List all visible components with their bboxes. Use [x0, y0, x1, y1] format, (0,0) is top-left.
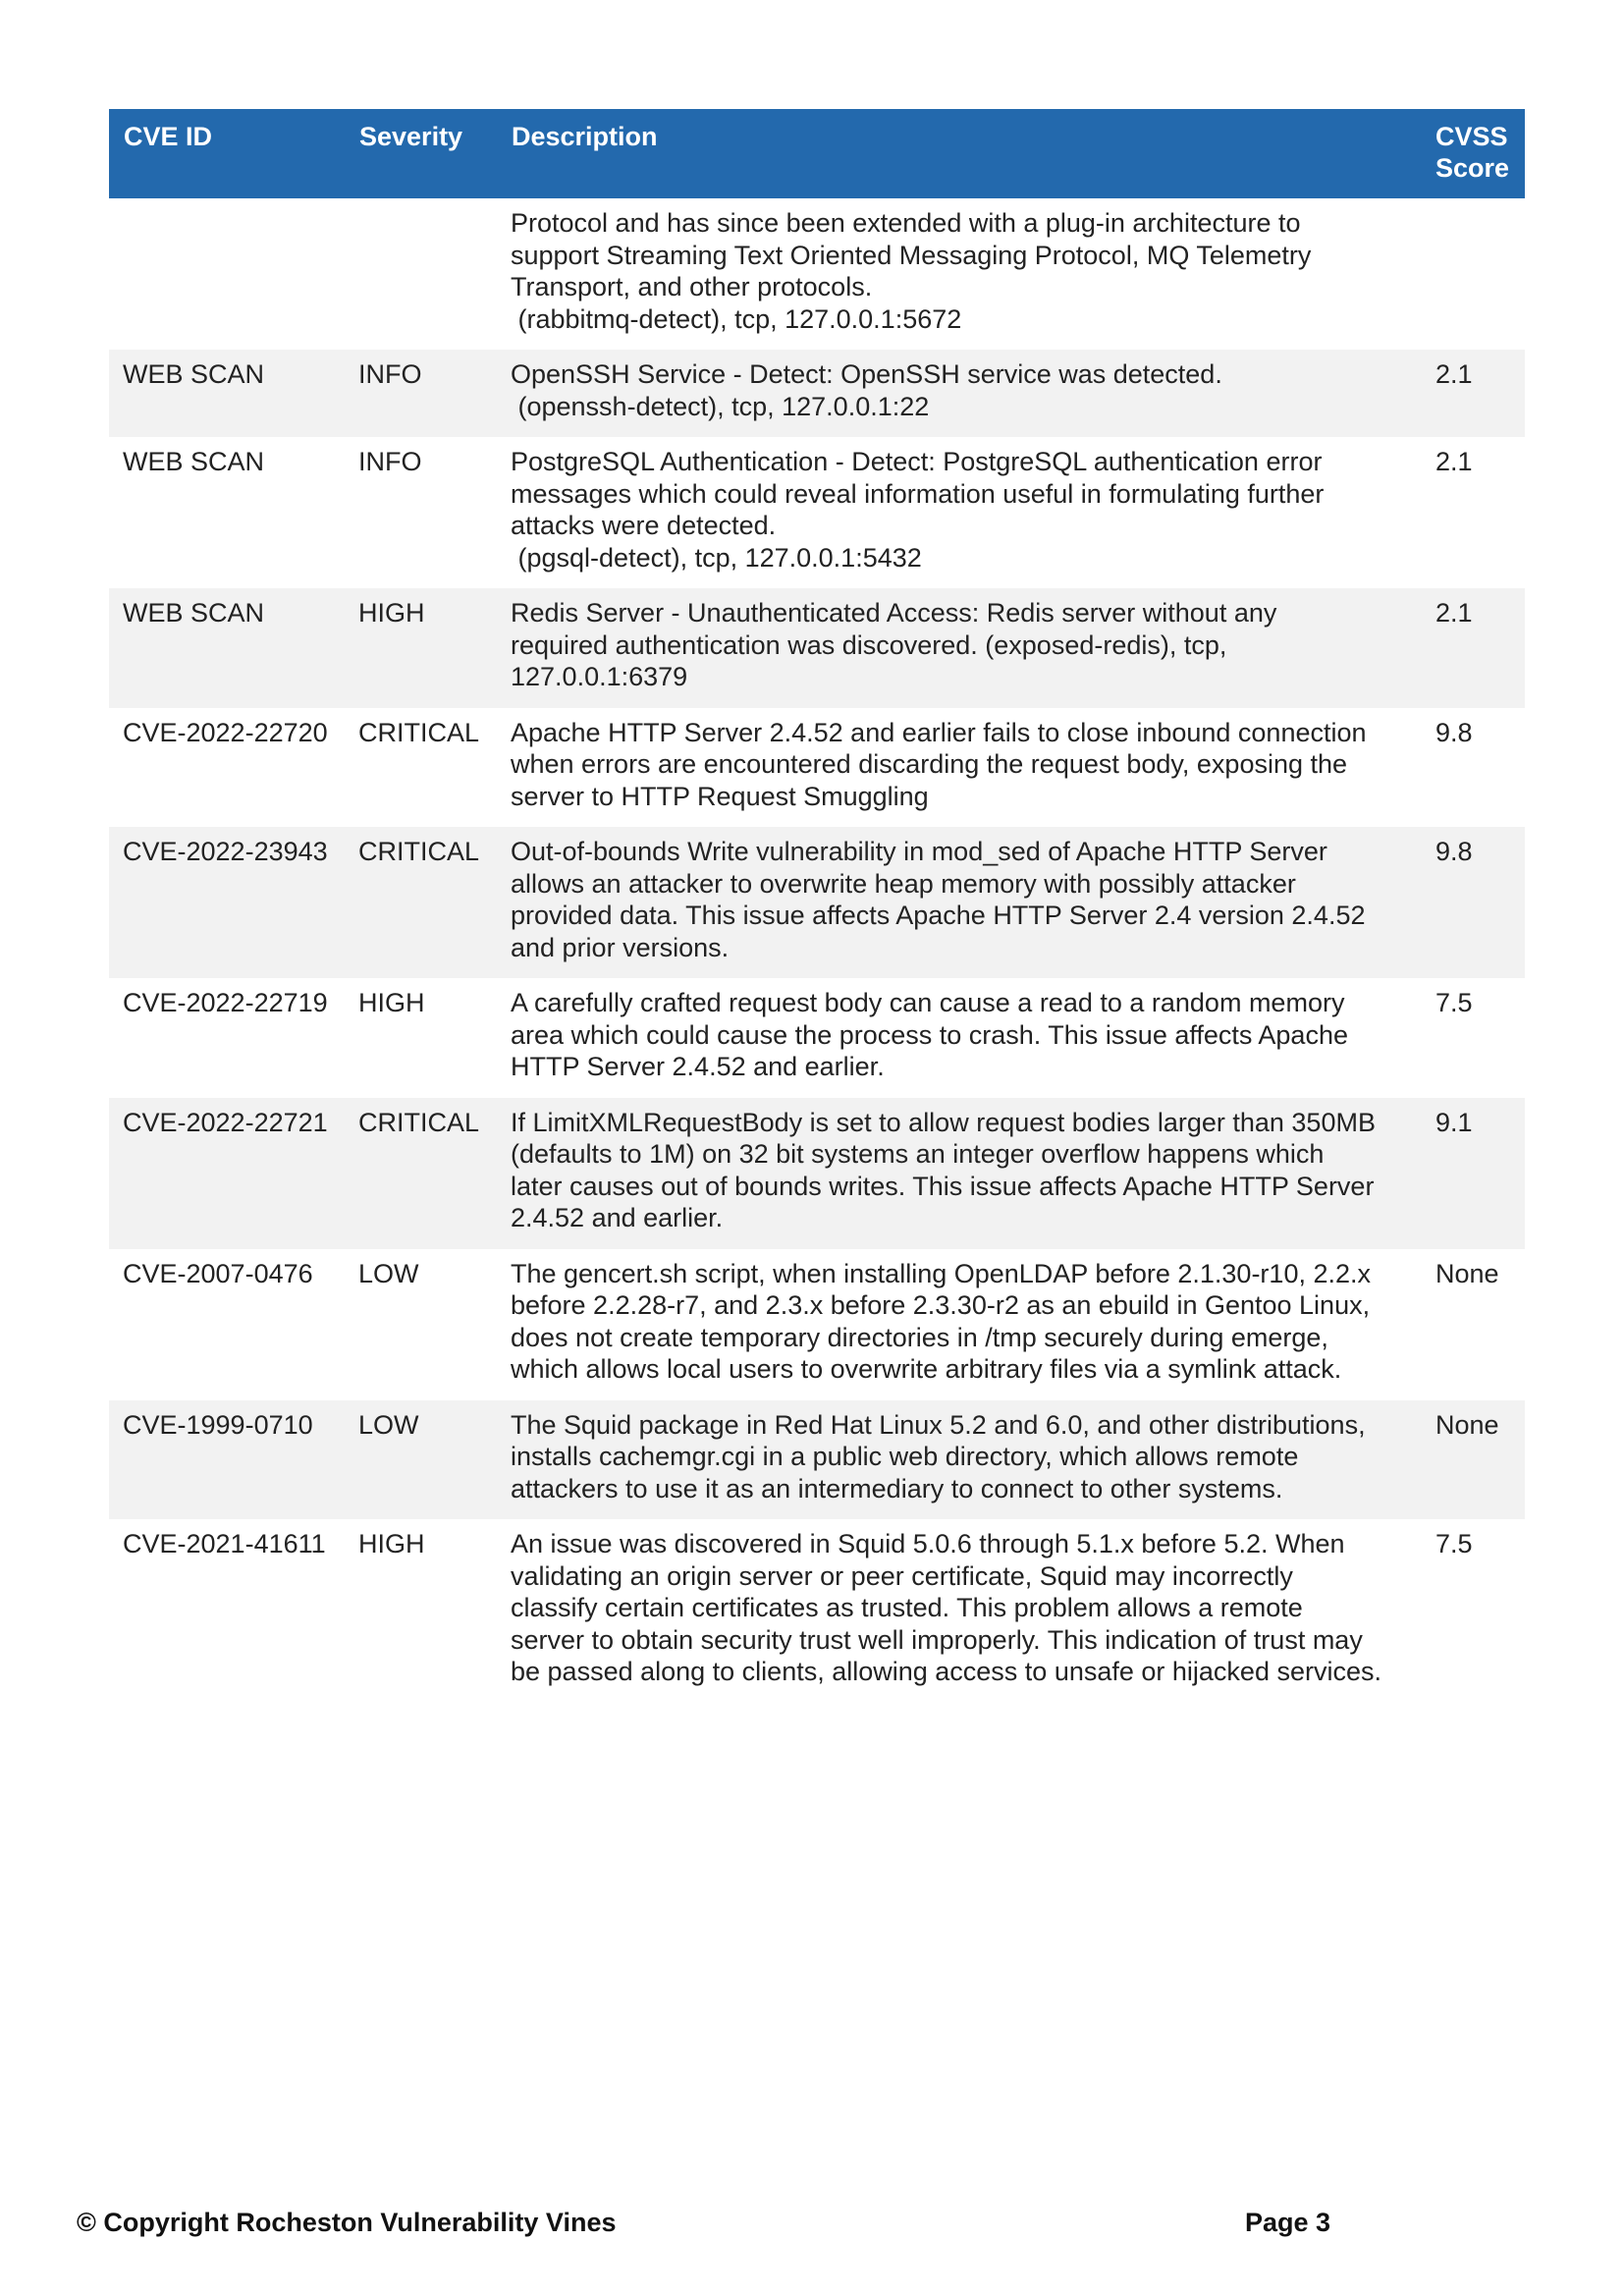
cell-cvss-score: 2.1: [1435, 359, 1473, 389]
table-row: [109, 1098, 1525, 1249]
table-row: [109, 978, 1525, 1098]
cell-severity: [345, 198, 497, 350]
cell-cve-id: CVE-2021-41611: [123, 1529, 326, 1558]
table-header-row: [109, 109, 1525, 198]
cell-description: [497, 588, 1418, 708]
table-row: [109, 1400, 1525, 1520]
cell-cve-id: WEB SCAN: [123, 359, 265, 389]
cell-severity: HIGH: [358, 598, 425, 628]
header-description: Description: [512, 122, 658, 151]
description-line: The Squid package in Red Hat Linux 5.2 and 6.0, and other distributions,: [511, 1409, 1366, 1440]
cell-cve-id: [109, 198, 345, 350]
cell-severity: HIGH: [358, 988, 425, 1017]
cell-cve-id: CVE-2022-22721: [123, 1107, 328, 1137]
description-line: (pgsql-detect), tcp, 127.0.0.1:5432: [511, 542, 922, 573]
cell-cve-id: WEB SCAN: [123, 598, 265, 628]
cell-description: [497, 350, 1418, 437]
table-row: [109, 1519, 1525, 1703]
cell-cvss-score: 9.8: [1435, 837, 1473, 866]
header-cvss-score: [1418, 109, 1525, 198]
description-line: An issue was discovered in Squid 5.0.6 through 5.1.x before 5.2. When: [511, 1529, 1345, 1558]
description-line: be passed along to clients, allowing access to unsafe or hijacked services.: [511, 1657, 1381, 1686]
description-line: (rabbitmq-detect), tcp, 127.0.0.1:5672: [511, 303, 962, 334]
description-line: Out-of-bounds Write vulnerability in mod_sed of Apache HTTP Server: [511, 837, 1327, 866]
description-line: attackers to use it as an intermediary to connect to other systems.: [511, 1473, 1283, 1503]
description-line: attacks were detected.: [511, 511, 777, 540]
cell-description: [497, 198, 1418, 350]
table-row: [109, 437, 1525, 588]
cell-description: [497, 1249, 1418, 1400]
cell-description: [497, 708, 1418, 828]
cell-description: [497, 1098, 1418, 1249]
table-row: [109, 350, 1525, 437]
cell-cvss-score: 9.8: [1435, 717, 1473, 747]
cell-description: [497, 1400, 1418, 1520]
header-cvss-line1: CVSS: [1435, 122, 1508, 151]
header-cvss-line2: Score: [1435, 153, 1510, 183]
footer-copyright: © Copyright Rocheston Vulnerability Vines: [77, 2208, 617, 2237]
description-line: Redis Server - Unauthenticated Access: Redis server without any: [511, 598, 1277, 628]
cell-severity: LOW: [358, 1409, 419, 1440]
description-line: 127.0.0.1:6379: [511, 662, 688, 691]
description-line: (openssh-detect), tcp, 127.0.0.1:22: [511, 391, 930, 421]
description-line: PostgreSQL Authentication - Detect: PostgreSQL authentication error: [511, 447, 1323, 476]
cell-cve-id: CVE-2007-0476: [123, 1258, 313, 1288]
cell-cvss-score: None: [1435, 1409, 1499, 1440]
cell-cvss-score: 2.1: [1435, 598, 1473, 628]
description-line: Protocol and has since been extended with a plug-in architecture to: [511, 208, 1301, 238]
cell-cvss-score: 7.5: [1435, 1529, 1473, 1558]
description-line: If LimitXMLRequestBody is set to allow request bodies larger than 350MB: [511, 1107, 1376, 1137]
description-line: server to obtain security trust well improperly. This indication of trust may: [511, 1624, 1363, 1655]
header-severity: Severity: [359, 122, 463, 151]
cell-description: [497, 827, 1418, 978]
description-line: does not create temporary directories in /tmp securely during emerge,: [511, 1322, 1328, 1352]
table-body: [109, 198, 1525, 1703]
cell-cve-id: WEB SCAN: [123, 447, 265, 476]
description-line: when errors are encountered discarding the request body, exposing the: [511, 749, 1348, 779]
table-row: [109, 198, 1525, 350]
cell-severity: HIGH: [358, 1529, 425, 1558]
description-line: classify certain certificates as trusted. This problem allows a remote: [511, 1593, 1303, 1622]
cell-severity: CRITICAL: [358, 717, 480, 747]
table-row: [109, 588, 1525, 708]
cell-severity: LOW: [358, 1258, 419, 1288]
description-line: required authentication was discovered. (exposed-redis), tcp,: [511, 629, 1227, 660]
description-line: messages which could reveal information useful in formulating further: [511, 478, 1325, 509]
header-cve-id: CVE ID: [124, 122, 213, 151]
cell-cvss-score: [1418, 198, 1525, 350]
description-line: before 2.2.28-r7, and 2.3.x before 2.3.30-r2 as an ebuild in Gentoo Linux,: [511, 1290, 1371, 1320]
cell-description: [497, 978, 1418, 1098]
vulnerability-table: [109, 109, 1525, 1703]
description-line: validating an origin server or peer certificate, Squid may incorrectly: [511, 1560, 1293, 1591]
description-line: OpenSSH Service - Detect: OpenSSH service was detected.: [511, 359, 1222, 389]
description-line: Transport, and other protocols.: [511, 272, 873, 301]
description-line: Apache HTTP Server 2.4.52 and earlier fails to close inbound connection: [511, 717, 1367, 747]
description-line: installs cachemgr.cgi in a public web directory, which allows remote: [511, 1442, 1299, 1471]
cell-description: [497, 1519, 1418, 1703]
description-line: HTTP Server 2.4.52 and earlier.: [511, 1052, 885, 1081]
description-line: server to HTTP Request Smuggling: [511, 781, 929, 811]
cell-cvss-score: 2.1: [1435, 447, 1473, 476]
footer-page-number: Page 3: [1245, 2208, 1331, 2237]
cell-severity: INFO: [358, 359, 422, 389]
table-row: [109, 1249, 1525, 1400]
description-line: allows an attacker to overwrite heap memory with possibly attacker: [511, 868, 1296, 899]
table-row: [109, 708, 1525, 828]
cell-description: [497, 437, 1418, 588]
description-line: (defaults to 1M) on 32 bit systems an integer overflow happens which: [511, 1139, 1325, 1169]
cell-severity: CRITICAL: [358, 837, 480, 866]
cell-cve-id: CVE-1999-0710: [123, 1409, 313, 1440]
description-line: A carefully crafted request body can cause a read to a random memory: [511, 988, 1345, 1017]
cell-cve-id: CVE-2022-22719: [123, 988, 328, 1017]
description-line: area which could cause the process to crash. This issue affects Apache: [511, 1019, 1348, 1050]
cell-cvss-score: 9.1: [1435, 1107, 1473, 1137]
table-header: [109, 109, 1525, 198]
cell-severity: INFO: [358, 447, 422, 476]
description-line: 2.4.52 and earlier.: [511, 1203, 724, 1232]
description-line: The gencert.sh script, when installing OpenLDAP before 2.1.30-r10, 2.2.x: [511, 1258, 1371, 1288]
cell-severity: CRITICAL: [358, 1107, 480, 1137]
cell-cvss-score: None: [1435, 1258, 1499, 1288]
cell-cve-id: CVE-2022-23943: [123, 837, 328, 866]
description-line: support Streaming Text Oriented Messaging Protocol, MQ Telemetry: [511, 240, 1312, 270]
description-line: provided data. This issue affects Apache HTTP Server 2.4 version 2.4.52: [511, 901, 1366, 930]
description-line: and prior versions.: [511, 932, 730, 962]
description-line: which allows local users to overwrite arbitrary files via a symlink attack.: [511, 1354, 1342, 1384]
table-row: [109, 827, 1525, 978]
cell-cvss-score: 7.5: [1435, 988, 1473, 1017]
cell-cve-id: CVE-2022-22720: [123, 717, 328, 747]
description-line: later causes out of bounds writes. This issue affects Apache HTTP Server: [511, 1171, 1375, 1201]
